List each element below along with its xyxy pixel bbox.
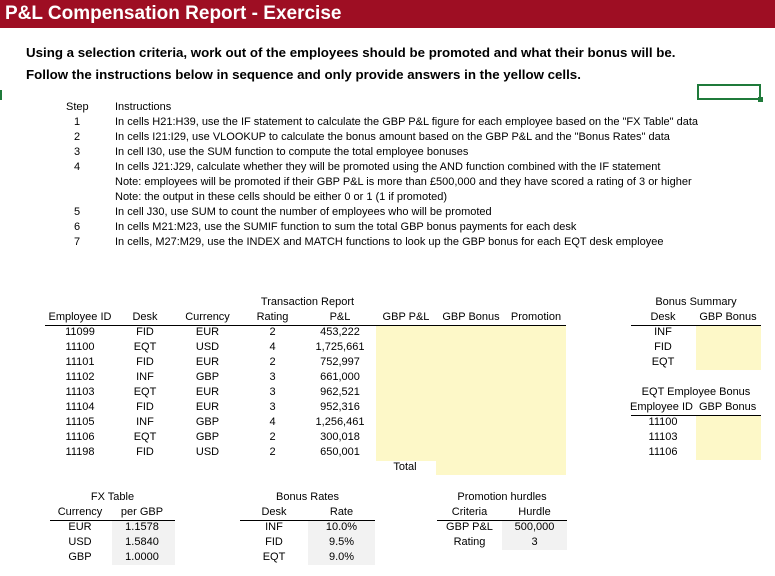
transaction-rating: 2 <box>269 356 276 368</box>
bonus-rates-desk-header: Desk <box>261 506 287 518</box>
report-title: P&L Compensation Report - Exercise <box>5 3 342 24</box>
transaction-rating: 4 <box>269 341 276 353</box>
transaction-id: 11099 <box>65 326 95 338</box>
transaction-rating: 3 <box>269 386 276 398</box>
eqt-bonus-answer-cells[interactable] <box>696 416 761 460</box>
transaction-desk: EQT <box>133 431 157 443</box>
fx-rate: 1.0000 <box>125 551 159 563</box>
hurdle-value: 3 <box>531 536 538 548</box>
transaction-header: Promotion <box>510 311 562 323</box>
transaction-currency: EUR <box>195 326 220 338</box>
transaction-header: Rating <box>256 311 289 323</box>
bonus-summary-answer-cells[interactable] <box>696 326 761 370</box>
fx-rate: 1.5840 <box>125 536 159 548</box>
transaction-desk: FID <box>136 446 154 458</box>
bonus-summary-title: Bonus Summary <box>655 296 737 308</box>
transaction-rating: 4 <box>269 416 276 428</box>
transaction-pnl: 752,997 <box>320 356 360 368</box>
transaction-id: 11106 <box>65 431 95 443</box>
bonus-rates-title: Bonus Rates <box>276 491 339 503</box>
transaction-currency: EUR <box>195 386 220 398</box>
eqt-bonus-bonus-header: GBP Bonus <box>699 401 757 413</box>
transaction-desk: FID <box>136 356 154 368</box>
transaction-id: 11102 <box>65 371 95 383</box>
transaction-currency: EUR <box>195 401 220 413</box>
transaction-currency: GBP <box>195 371 220 383</box>
bonus-rate-value: 9.5% <box>328 536 355 548</box>
transaction-pnl: 300,018 <box>320 431 360 443</box>
transaction-rating: 2 <box>269 431 276 443</box>
transaction-pnl: 453,222 <box>320 326 360 338</box>
hurdles-hurdle-header: Hurdle <box>518 506 551 518</box>
transaction-rating: 2 <box>269 446 276 458</box>
transaction-pnl: 962,521 <box>320 386 360 398</box>
transaction-currency: GBP <box>195 416 220 428</box>
fx-rate-header: per GBP <box>120 506 164 518</box>
transaction-pnl: 1,725,661 <box>315 341 365 353</box>
fill-handle[interactable] <box>758 97 763 102</box>
hurdle-criteria: Rating <box>453 536 486 548</box>
bonus-rate-desk: FID <box>265 536 283 548</box>
instruction-step: 6 <box>73 221 81 233</box>
instruction-text: Note: the output in these cells should be either 0 or 1 (1 if promoted) <box>115 191 448 203</box>
fx-rate: 1.1578 <box>125 521 159 533</box>
transaction-report-title: Transaction Report <box>260 296 355 308</box>
bonus-rates-rate-header: Rate <box>329 506 354 518</box>
eqt-employee-id: 11103 <box>648 431 678 443</box>
instruction-text: Note: employees will be promoted if their GBP P&L is more than £500,000 and they have scored a rating of 3 or higher <box>115 176 692 188</box>
selected-cell[interactable] <box>697 84 761 100</box>
eqt-bonus-id-header: Employee ID <box>630 401 693 413</box>
transaction-desk: EQT <box>133 386 157 398</box>
transaction-rating: 3 <box>269 371 276 383</box>
transaction-id: 11100 <box>65 341 95 353</box>
row-marker <box>0 90 2 100</box>
bonus-rate-desk: INF <box>265 521 283 533</box>
transaction-id: 11101 <box>65 356 95 368</box>
instruction-text: In cell I30, use the SUM function to compute the total employee bonuses <box>115 146 469 158</box>
bonus-rate-value: 10.0% <box>325 521 358 533</box>
instructions-header: Instructions <box>115 101 172 113</box>
fx-currency: USD <box>68 536 92 548</box>
transaction-header: Currency <box>185 311 230 323</box>
transaction-header: Desk <box>132 311 158 323</box>
transaction-pnl: 1,256,461 <box>315 416 365 428</box>
instruction-text: In cells, M27:M29, use the INDEX and MATCH functions to look up the GBP bonus for each EQT desk employee <box>115 236 664 248</box>
transaction-pnl: 650,001 <box>320 446 360 458</box>
transaction-pnl: 661,000 <box>320 371 360 383</box>
answer-cells-area[interactable] <box>376 326 566 461</box>
hurdle-value: 500,000 <box>514 521 555 533</box>
transaction-rating: 2 <box>269 326 276 338</box>
hurdle-criteria: GBP P&L <box>446 521 493 533</box>
instruction-text: In cells I21:I29, use VLOOKUP to calculate the bonus amount based on the GBP P&L and the "Bonus Rates" data <box>115 131 670 143</box>
intro-line-1: Using a selection criteria, work out of the employees should be promoted and what their bonus will be. <box>26 45 676 60</box>
fx-currency: GBP <box>68 551 92 563</box>
transaction-currency: USD <box>195 341 220 353</box>
bonus-summary-desk: EQT <box>651 356 675 368</box>
transaction-header: Employee ID <box>48 311 112 323</box>
transaction-pnl: 952,316 <box>320 401 360 413</box>
transaction-rating: 3 <box>269 401 276 413</box>
transaction-desk: INF <box>136 416 154 428</box>
promotion-hurdles-title: Promotion hurdles <box>457 491 547 503</box>
bonus-rate-value: 9.0% <box>328 551 355 563</box>
eqt-employee-id: 11100 <box>648 416 678 428</box>
transaction-header: GBP Bonus <box>442 311 500 323</box>
fx-table-title: FX Table <box>90 491 135 503</box>
instruction-step: 3 <box>73 146 81 158</box>
transaction-desk: EQT <box>133 341 157 353</box>
total-answer-cells[interactable] <box>436 461 566 475</box>
fx-currency: EUR <box>68 521 92 533</box>
fx-currency-header: Currency <box>57 506 103 518</box>
step-header: Step <box>66 101 89 113</box>
transaction-currency: GBP <box>195 431 220 443</box>
transaction-currency: EUR <box>195 356 220 368</box>
instruction-text: In cells J21:J29, calculate whether they will be promoted using the AND function combined with the IF statement <box>115 161 661 173</box>
total-label: Total <box>393 461 417 473</box>
transaction-desk: FID <box>136 326 154 338</box>
transaction-id: 11105 <box>65 416 95 428</box>
title-banner <box>0 0 775 28</box>
instruction-step: 2 <box>73 131 81 143</box>
instruction-text: In cell J30, use SUM to count the number of employees who will be promoted <box>115 206 492 218</box>
eqt-bonus-title: EQT Employee Bonus <box>641 386 751 398</box>
bonus-rate-desk: EQT <box>262 551 286 563</box>
transaction-id: 11103 <box>65 386 95 398</box>
instruction-step: 5 <box>73 206 81 218</box>
instruction-text: In cells M21:M23, use the SUMIF function to sum the total GBP bonus payments for each desk <box>115 221 577 233</box>
transaction-header: GBP P&L <box>382 311 430 323</box>
transaction-desk: FID <box>136 401 154 413</box>
transaction-id: 11198 <box>65 446 95 458</box>
instruction-step: 7 <box>73 236 81 248</box>
instruction-step: 1 <box>73 116 81 128</box>
transaction-currency: USD <box>195 446 220 458</box>
transaction-id: 11104 <box>65 401 95 413</box>
instruction-text: In cells H21:H39, use the IF statement to calculate the GBP P&L figure for each employee based on the "FX Table" data <box>115 116 698 128</box>
transaction-header: P&L <box>329 311 351 323</box>
transaction-desk: INF <box>136 371 154 383</box>
instruction-step: 4 <box>73 161 81 173</box>
bonus-summary-desk: FID <box>654 341 672 353</box>
eqt-employee-id: 11106 <box>648 446 678 458</box>
intro-line-2: Follow the instructions below in sequence and only provide answers in the yellow cells. <box>26 67 581 82</box>
bonus-summary-desk: INF <box>654 326 672 338</box>
hurdles-criteria-header: Criteria <box>451 506 488 518</box>
bonus-summary-desk-header: Desk <box>650 311 676 323</box>
bonus-summary-bonus-header: GBP Bonus <box>699 311 757 323</box>
